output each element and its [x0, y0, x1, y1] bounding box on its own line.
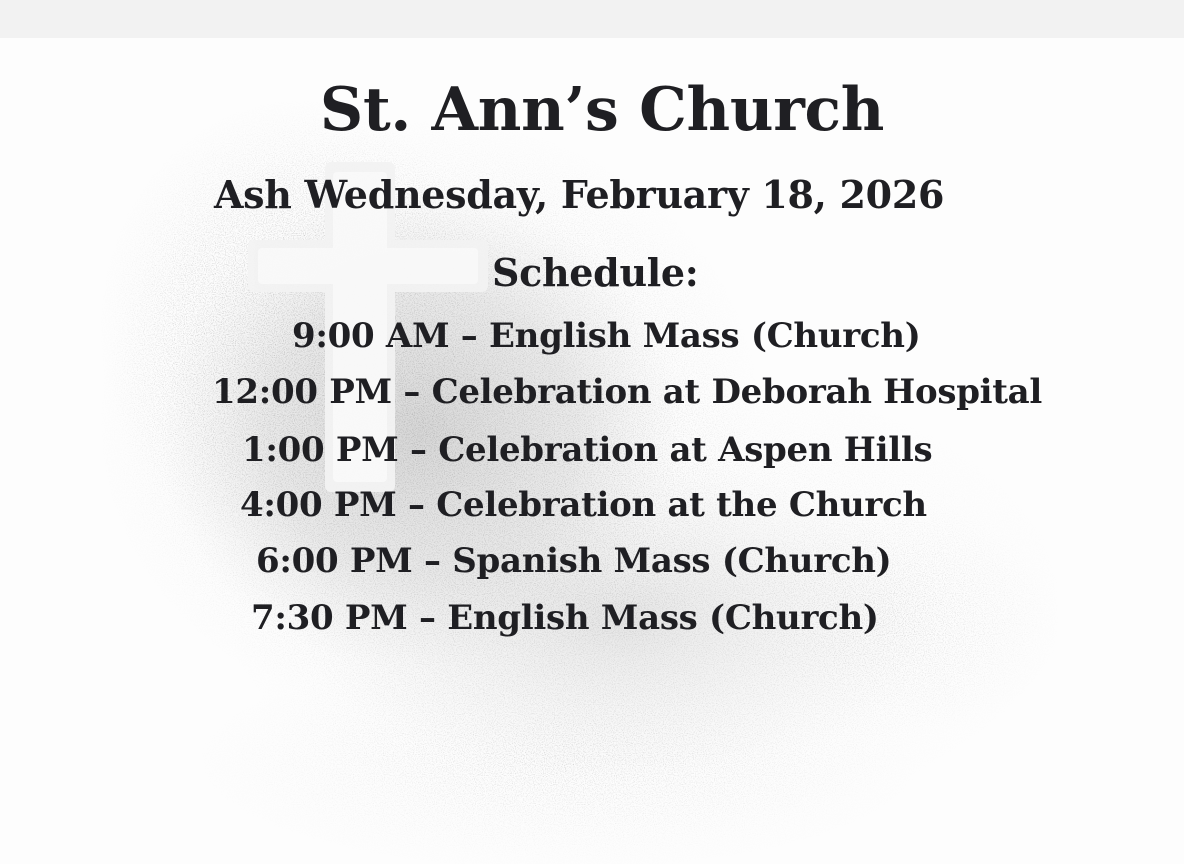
schedule-item: 9:00 AM – English Mass (Church) [292, 316, 921, 356]
schedule-item: 4:00 PM – Celebration at the Church [240, 485, 927, 525]
occasion-date: Ash Wednesday, February 18, 2026 [214, 172, 945, 217]
schedule-heading: Schedule: [492, 250, 699, 295]
schedule-item: 6:00 PM – Spanish Mass (Church) [256, 541, 892, 581]
schedule-item: 1:00 PM – Celebration at Aspen Hills [242, 430, 933, 470]
church-name: St. Ann’s Church [319, 75, 885, 145]
schedule-item: 12:00 PM – Celebration at Deborah Hospital [212, 372, 1043, 412]
schedule-item: 7:30 PM – English Mass (Church) [251, 598, 879, 638]
